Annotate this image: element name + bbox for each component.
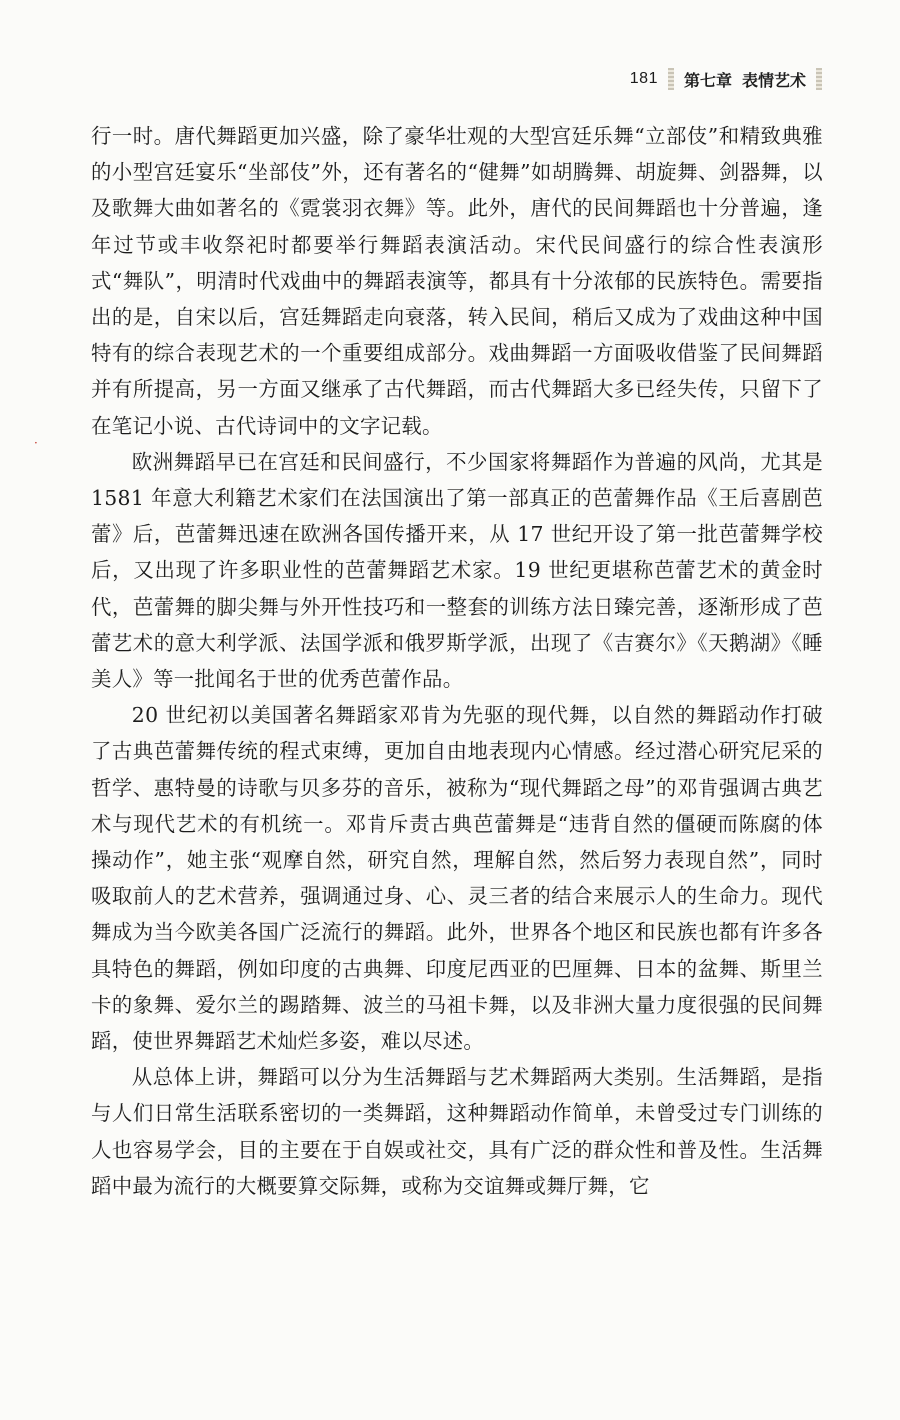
margin-mark: · (34, 436, 38, 450)
header-divider-right (816, 68, 822, 90)
page-number: 181 (629, 70, 658, 87)
chapter-title: 表情艺术 (741, 70, 806, 90)
running-header (630, 64, 822, 94)
paragraph: 从总体上讲，舞蹈可以分为生活舞蹈与艺术舞蹈两大类别。生活舞蹈，是指与人们日常生活联系密切的一类舞蹈，这种舞蹈动作简单，未曾受过专门训练的人也容易学会，目的主要在于自娱或社交，具有广泛的群众性和普及性。生活舞蹈中最为流行的大概要算交际舞，或称为交谊舞或舞厅舞，它 (91, 1065, 823, 1198)
paragraph: 20 世纪初以美国著名舞蹈家邓肯为先驱的现代舞，以自然的舞蹈动作打破了古典芭蕾舞传统的程式束缚，更加自由地表现内心情感。经过潜心研究尼采的哲学、惠特曼的诗歌与贝多芬的音乐，被称为“现代舞蹈之母”的邓肯强调古典艺术与现代艺术的有机统一。邓肯斥责古典芭蕾舞是“违背自然的僵硬而陈腐的体操动作”，她主张“观摩自然，研究自然，理解自然，然后努力表现自然”，同时吸取前人的艺术营养，强调通过身、心、灵三者的结合来展示人的生命力。现代舞成为当今欧美各国广泛流行的舞蹈。此外，世界各个地区和民族也都有许多各具特色的舞蹈，例如印度的古典舞、印度尼西亚的巴厘舞、日本的盆舞、斯里兰卡的象舞、爱尔兰的踢踏舞、波兰的马祖卡舞，以及非洲大量力度很强的民间舞蹈，使世界舞蹈艺术灿烂多姿，难以尽述。 (91, 703, 823, 1054)
paragraph: 欧洲舞蹈早已在宫廷和民间盛行，不少国家将舞蹈作为普遍的风尚，尤其是 1581 年意大利籍艺术家们在法国演出了第一部真正的芭蕾舞作品《王后喜剧芭蕾》后，芭蕾舞迅速在欧洲各国传播开来，从 17 世纪开设了第一批芭蕾舞学校后，又出现了许多职业性的芭蕾舞蹈艺术家。19 世纪更堪称芭蕾艺术的黄金时代，芭蕾舞的脚尖舞与外开性技巧和一整套的训练方法日臻完善，逐渐形成了芭蕾艺术的意大利学派、法国学派和俄罗斯学派，出现了《吉赛尔》《天鹅湖》《睡美人》等一批闻名于世的优秀芭蕾作品。 (91, 449, 823, 692)
chapter-label: 第七章 (683, 70, 732, 90)
body-text (91, 118, 823, 1204)
paragraph: 行一时。唐代舞蹈更加兴盛，除了豪华壮观的大型宫廷乐舞“立部伎”和精致典雅的小型宫廷宴乐“坐部伎”外，还有著名的“健舞”如胡腾舞、胡旋舞、剑器舞，以及歌舞大曲如著名的《霓裳羽衣舞》等。此外，唐代的民间舞蹈也十分普遍，逢年过节或丰收祭祀时都要举行舞蹈表演活动。宋代民间盛行的综合性表演形式“舞队”，明清时代戏曲中的舞蹈表演等，都具有十分浓郁的民族特色。需要指出的是，自宋以后，宫廷舞蹈走向衰落，转入民间，稍后又成为了戏曲这种中国特有的综合表现艺术的一个重要组成部分。戏曲舞蹈一方面吸收借鉴了民间舞蹈并有所提高，另一方面又继承了古代舞蹈，而古代舞蹈大多已经失传，只留下了在笔记小说、古代诗词中的文字记载。 (91, 124, 823, 438)
header-divider (668, 68, 674, 90)
